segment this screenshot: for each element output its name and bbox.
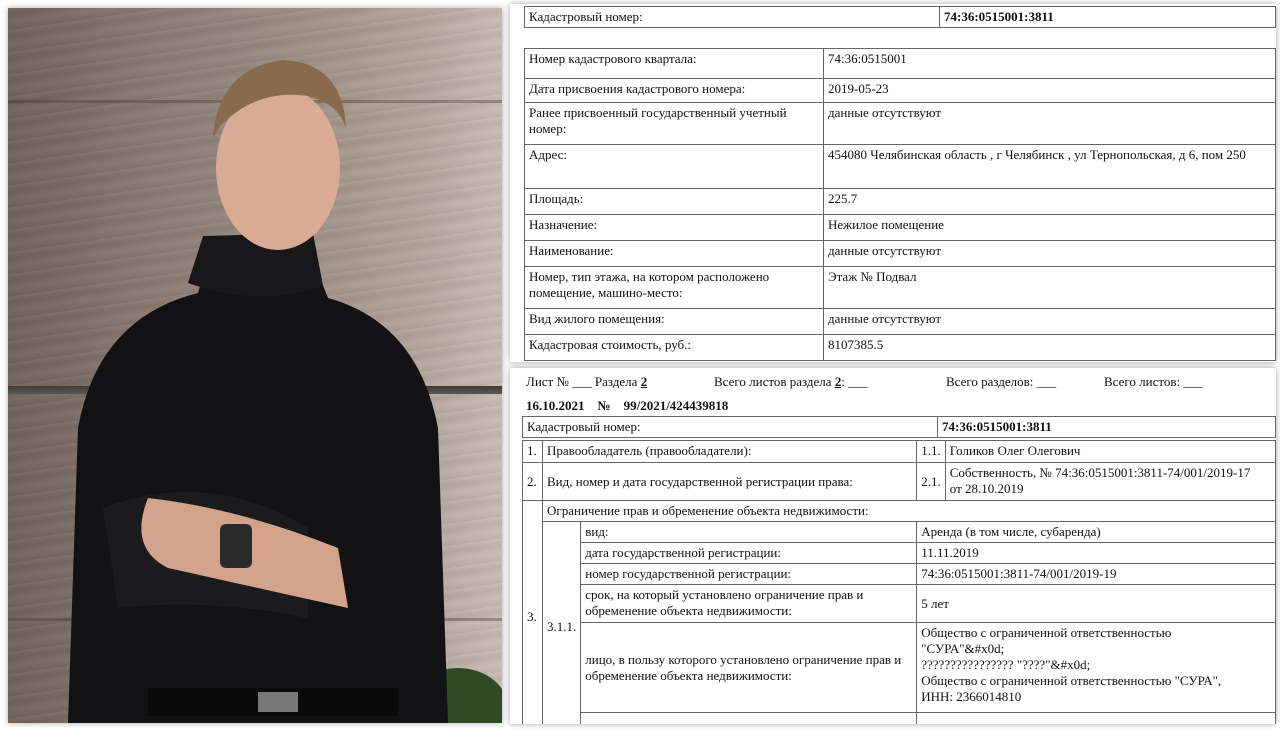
total-sheets-label: Всего листов раздела — [714, 374, 832, 389]
row-value: Нежилое помещение — [824, 215, 1276, 241]
row-number: 3. — [523, 501, 543, 725]
row-value: данные отсутствуют — [824, 103, 1276, 145]
item-value: 5 лет — [917, 585, 1276, 623]
row-number: 1. — [523, 441, 543, 463]
right-value-line: Собственность, № 74:36:0515001:3811-74/001/2019-17 — [949, 465, 1251, 480]
person-silhouette — [8, 8, 502, 723]
extract-date-line — [526, 398, 728, 414]
sheet-info — [522, 374, 1274, 390]
empty-cell — [917, 713, 1276, 725]
beneficiary-line: ???????????????? "????"&#x0d; — [921, 657, 1091, 672]
cadastral-number: 74:36:0515001:3811 — [940, 7, 1276, 28]
item-label: срок, на который установлено ограничение прав и обременение объекта недвижимости: — [581, 585, 917, 623]
right-label: Вид, номер и дата государственной регистрации права: — [543, 463, 917, 501]
item-label: вид: — [581, 522, 917, 543]
section-label: Раздела — [594, 374, 638, 389]
item-label: дата государственной регистрации: — [581, 543, 917, 564]
total-sheets-tail: : ___ — [841, 374, 868, 389]
item-label: номер государственной регистрации: — [581, 564, 917, 585]
row-label: Номер, тип этажа, на котором расположено помещение, машино-место: — [525, 267, 824, 309]
property-table — [524, 48, 1276, 361]
cadastral-header — [522, 416, 1276, 438]
row-subnumber: 2.1. — [917, 463, 946, 501]
registry-extract-rights — [510, 368, 1276, 724]
beneficiary-line: Общество с ограниченной ответственностью "СУРА", — [921, 673, 1222, 688]
row-value: 225.7 — [824, 189, 1276, 215]
cadastral-number: 74:36:0515001:3811 — [938, 417, 1276, 438]
item-value: 11.11.2019 — [917, 543, 1276, 564]
row-label: Адрес: — [525, 145, 824, 189]
extract-number: 99/2021/424439818 — [623, 398, 729, 413]
row-number: 2. — [523, 463, 543, 501]
row-subnumber: 3.1.1. — [543, 522, 581, 725]
row-label: Ранее присвоенный государственный учетный номер: — [525, 103, 824, 145]
right-value-date: от 28.10.2019 — [949, 481, 1024, 496]
beneficiary-line: "СУРА"&#x0d; — [921, 641, 1005, 656]
empty-cell — [581, 713, 917, 725]
item-value: Аренда (в том числе, субаренда) — [917, 522, 1276, 543]
row-label: Дата присвоения кадастрового номера: — [525, 79, 824, 103]
total-lists: Всего листов: ___ — [1104, 374, 1203, 389]
row-label: Вид жилого помещения: — [525, 309, 824, 335]
beneficiary-inn: ИНН: 2366014810 — [921, 689, 1022, 704]
beneficiary-label: лицо, в пользу которого установлено ограничение прав и обременение объекта недвижимости: — [581, 623, 917, 713]
sheet-total — [710, 374, 942, 390]
row-value: 454080 Челябинская область , г Челябинск , ул Тернопольская, д 6, пом 250 — [824, 145, 1276, 189]
beneficiary-line: Общество с ограниченной ответственностью — [921, 625, 1172, 640]
beneficiary-value — [917, 623, 1276, 713]
row-label: Площадь: — [525, 189, 824, 215]
section-number: 2 — [640, 374, 648, 389]
cadastral-header — [524, 6, 1276, 28]
extract-date: 16.10.2021 — [526, 398, 585, 413]
row-subnumber: 1.1. — [917, 441, 946, 463]
row-value: данные отсутствуют — [824, 309, 1276, 335]
row-value: 2019-05-23 — [824, 79, 1276, 103]
item-value: 74:36:0515001:3811-74/001/2019-19 — [917, 564, 1276, 585]
total-sheets-number: 2 — [834, 374, 842, 389]
owner-label: Правообладатель (правообладатели): — [543, 441, 917, 463]
number-sign: № — [597, 398, 611, 413]
row-label: Наименование: — [525, 241, 824, 267]
row-label: Назначение: — [525, 215, 824, 241]
row-value: 8107385.5 — [824, 335, 1276, 361]
row-value: 74:36:0515001 — [824, 49, 1276, 79]
sheet-number: Лист № ___ — [526, 374, 592, 389]
owner-name: Голиков Олег Олегович — [945, 441, 1275, 463]
row-value: Этаж № Подвал — [824, 267, 1276, 309]
row-label: Номер кадастрового квартала: — [525, 49, 824, 79]
right-value — [945, 463, 1275, 501]
rights-table — [522, 440, 1276, 724]
sheet-section — [522, 374, 710, 390]
total-sections: Всего разделов: ___ — [946, 374, 1057, 389]
portrait-photo — [8, 8, 502, 723]
registry-extract-property — [510, 4, 1276, 362]
cadastral-label: Кадастровый номер: — [525, 7, 940, 28]
row-label: Кадастровая стоимость, руб.: — [525, 335, 824, 361]
cadastral-label: Кадастровый номер: — [523, 417, 938, 438]
row-value: данные отсутствуют — [824, 241, 1276, 267]
encumbrance-title: Ограничение прав и обременение объекта недвижимости: — [543, 501, 1276, 522]
